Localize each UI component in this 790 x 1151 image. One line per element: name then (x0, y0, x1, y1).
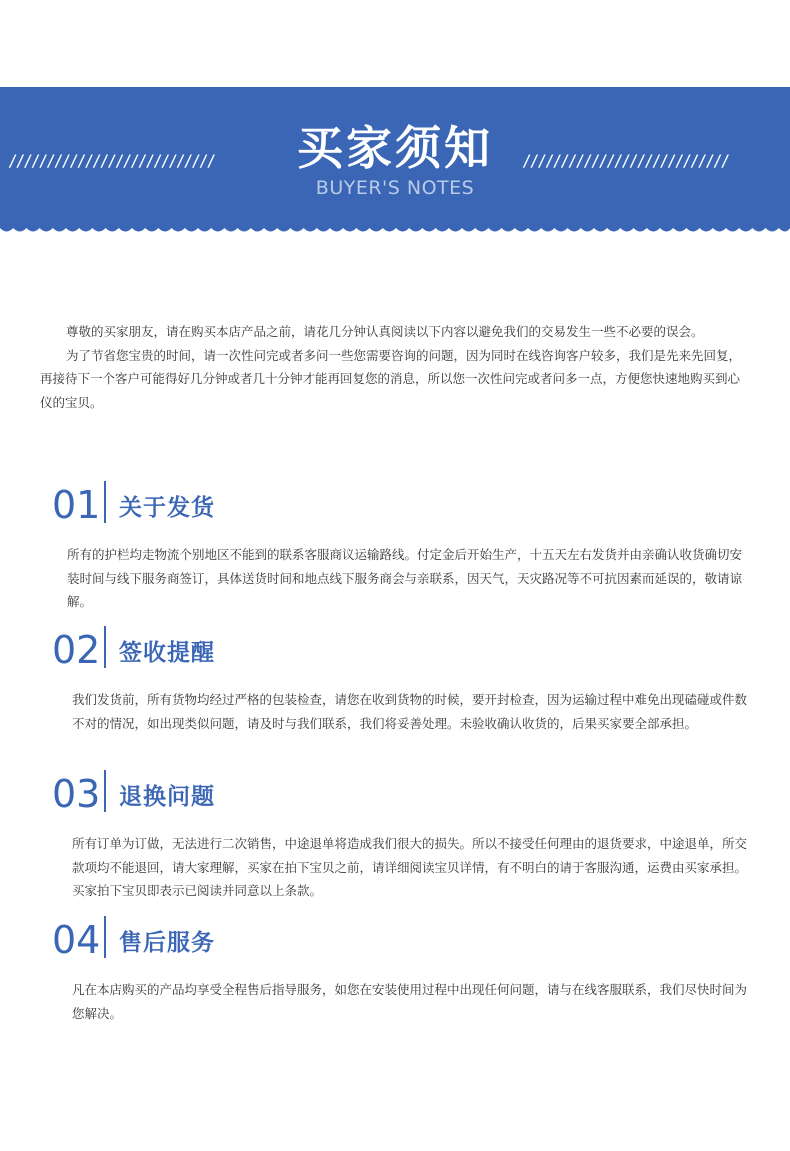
section-body: 所有的护栏均走物流个别地区不能到的联系客服商议运输路线。付定金后开始生产，十五天左右发货并由亲确认收货确切安装时间与线下服务商签订，具体送货时间和地点线下服务商会与亲联系，因天气，天灾路况等不可抗因素而延误的，敬请谅解。 (67, 547, 743, 609)
section-number: 02 (52, 628, 101, 672)
section-body: 我们发货前，所有货物均经过严格的包装检查，请您在收到货物的时候，要开封检查，因为运输过程中难免出现磕碰或件数不对的情况，如出现类似问题，请及时与我们联系，我们将妥善处理。未验收确认收货的，后果买家要全部承担。 (72, 692, 748, 731)
section-number: 03 (52, 772, 101, 816)
slash-decoration-right: /////////////////////////// (522, 151, 729, 170)
section-number: 01 (52, 483, 101, 527)
section-body: 所有订单为订做，无法进行二次销售，中途退单将造成我们很大的损失。所以不接受任何理由的退货要求，中途退单，所交款项均不能退回，请大家理解，买家在拍下宝贝之前，请详细阅读宝贝详情，有不明白的请于客服沟通，运费由买家承担。买家拍下宝贝即表示已阅读并同意以上条款。 (72, 836, 748, 898)
section-number: 04 (52, 918, 101, 962)
section-title: 退换问题 (119, 784, 215, 810)
intro-paragraph-2: 为了节省您宝贵的时间，请一次性问完或者多问一些您需要咨询的问题，因为同时在线咨询客户较多，我们是先来先回复，再接待下一个客户可能得好几分钟或者几十分钟才能再回复您的消息，所以您一次性问完或者问多一点，方便您快速地购买到心仪的宝贝。 (40, 347, 742, 410)
section-body: 凡在本店购买的产品均享受全程售后指导服务，如您在安装使用过程中出现任何问题，请与在线客服联系，我们尽快时间为您解决。 (72, 982, 748, 1021)
section-divider (104, 481, 106, 523)
section-divider (104, 770, 106, 812)
slash-decoration-left: /////////////////////////// (8, 151, 215, 170)
intro-text (40, 320, 752, 414)
banner-scalloped-edge (0, 224, 790, 236)
section-title: 售后服务 (119, 930, 215, 956)
section-title: 签收提醒 (119, 640, 215, 666)
page-title: 买家须知 (297, 121, 493, 175)
section-divider (104, 626, 106, 668)
page-subtitle: BUYER'S NOTES (315, 177, 475, 199)
section-title: 关于发货 (119, 495, 215, 521)
section-divider (104, 916, 106, 958)
intro-paragraph-1: 尊敬的买家朋友，请在购买本店产品之前，请花几分钟认真阅读以下内容以避免我们的交易发生一些不必要的误会。 (66, 324, 704, 339)
